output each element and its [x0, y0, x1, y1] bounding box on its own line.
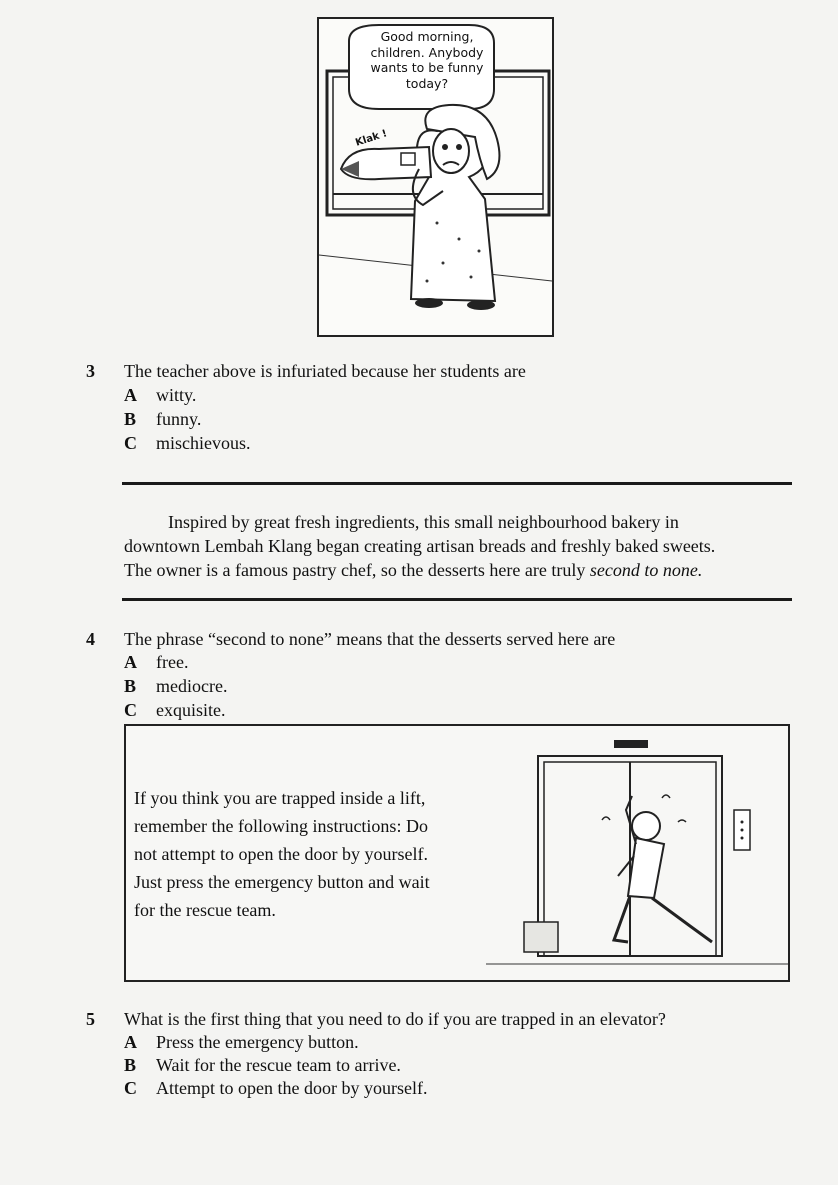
option-letter: C	[124, 433, 137, 453]
q5-option-b[interactable]	[124, 1054, 401, 1076]
speech-bubble-text	[359, 29, 495, 91]
option-letter: C	[124, 700, 137, 720]
speech-line: wants to be funny	[370, 60, 484, 75]
instruction-line: If you think you are trapped inside a lift,	[134, 788, 426, 808]
speech-line: Good morning,	[380, 29, 474, 44]
bakery-passage	[124, 510, 814, 582]
question-stem: The teacher above is infuriated because her students are	[124, 361, 526, 381]
trapped-man-illustration	[486, 726, 788, 980]
speech-line: children. Anybody	[370, 44, 484, 60]
option-text: mediocre.	[156, 676, 228, 696]
option-text: witty.	[156, 385, 197, 405]
option-text: exquisite.	[156, 700, 226, 720]
option-letter: B	[124, 1055, 137, 1075]
q5-option-c[interactable]	[124, 1077, 427, 1099]
question-5	[86, 1008, 826, 1030]
option-letter: B	[124, 676, 137, 696]
instruction-line: for the rescue team.	[134, 900, 276, 920]
question-number: 4	[86, 629, 95, 649]
question-stem: The phrase “second to none” means that the desserts served here are	[124, 629, 616, 649]
speech-line: today?	[405, 75, 449, 91]
option-text: Press the emergency button.	[156, 1032, 359, 1052]
question-number: 3	[86, 361, 95, 381]
q4-option-c[interactable]	[124, 699, 226, 721]
option-text: funny.	[156, 409, 202, 429]
option-letter: A	[124, 385, 137, 405]
emphasized-phrase: second to none.	[589, 560, 703, 580]
option-letter: A	[124, 652, 137, 672]
q3-option-b[interactable]	[124, 408, 201, 430]
option-letter: B	[124, 409, 137, 429]
q3-option-a[interactable]	[124, 384, 196, 406]
divider-bottom	[122, 598, 792, 601]
passage-line	[124, 558, 814, 582]
question-3	[86, 360, 806, 382]
question-4	[86, 628, 806, 650]
option-text: free.	[156, 652, 189, 672]
passage-text: The owner is a famous pastry chef, so the desserts here are truly	[124, 560, 590, 580]
teacher-cartoon	[317, 17, 554, 337]
instruction-line: not attempt to open the door by yourself.	[134, 844, 428, 864]
q5-option-a[interactable]	[124, 1031, 359, 1053]
q3-option-c[interactable]	[124, 432, 251, 454]
lift-instructions	[134, 784, 499, 924]
lift-notice-box	[124, 724, 790, 982]
q4-option-a[interactable]	[124, 651, 188, 673]
option-letter: A	[124, 1032, 137, 1052]
option-text: mischievous.	[156, 433, 251, 453]
sound-effect-text: Klak !	[354, 128, 389, 149]
passage-line: Inspired by great fresh ingredients, this small neighbourhood bakery in	[168, 512, 679, 532]
instruction-line: Just press the emergency button and wait	[134, 872, 430, 892]
divider-top	[122, 482, 792, 485]
question-number: 5	[86, 1009, 95, 1029]
option-text: Attempt to open the door by yourself.	[156, 1078, 428, 1098]
q4-option-b[interactable]	[124, 675, 227, 697]
question-stem: What is the first thing that you need to do if you are trapped in an elevator?	[124, 1009, 666, 1029]
passage-line: downtown Lembah Klang began creating artisan breads and freshly baked sweets.	[124, 536, 716, 556]
instruction-line: remember the following instructions: Do	[134, 816, 428, 836]
option-letter: C	[124, 1078, 137, 1098]
option-text: Wait for the rescue team to arrive.	[156, 1055, 401, 1075]
